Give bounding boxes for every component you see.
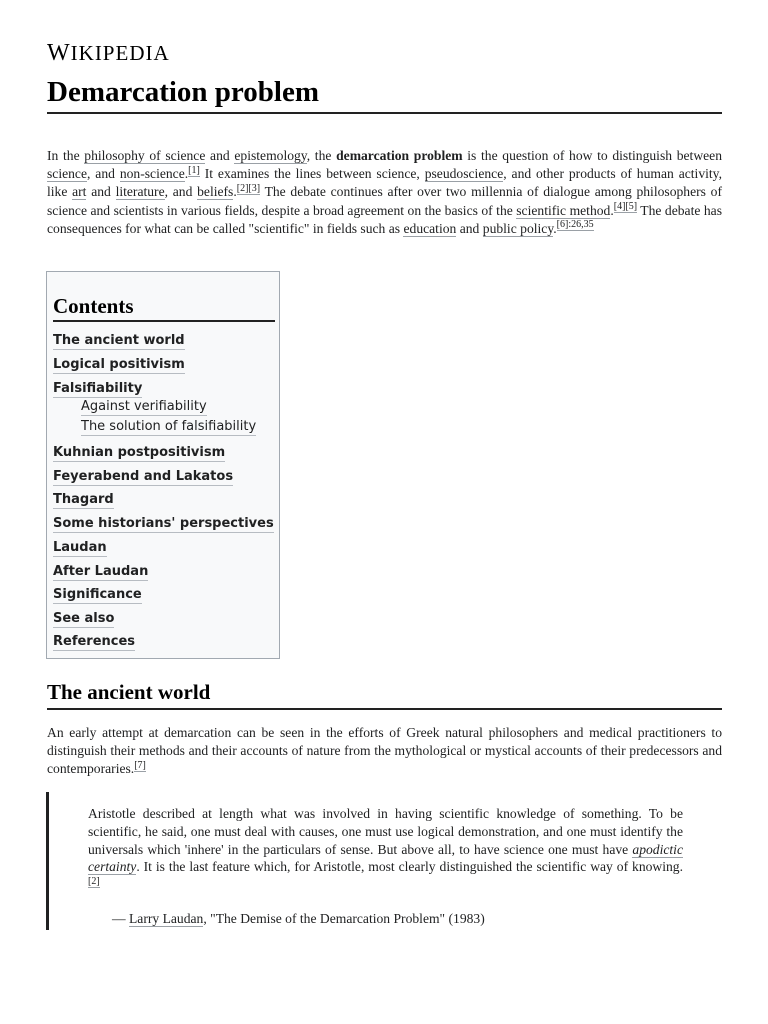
toc-title: Contents xyxy=(53,294,275,322)
toc-item-references[interactable]: References xyxy=(53,634,136,649)
toc-item-feyerabend-lakatos[interactable]: Feyerabend and Lakatos xyxy=(53,469,234,484)
toc-subitem-against-verifiability[interactable]: Against verifiability xyxy=(81,399,207,414)
link-science[interactable]: science xyxy=(47,166,87,182)
table-of-contents xyxy=(46,271,280,659)
toc-item-ancient-world[interactable]: The ancient world xyxy=(53,333,185,348)
toc-item-significance[interactable]: Significance xyxy=(53,587,142,602)
wikipedia-wordmark[interactable]: WIKIPEDIA xyxy=(47,40,170,66)
link-apodictic-certainty[interactable]: apodictic certainty xyxy=(88,841,683,875)
toc-item-thagard[interactable]: Thagard xyxy=(53,492,114,507)
link-scientific-method[interactable]: scientific method xyxy=(516,202,611,218)
toc-item-logical-positivism[interactable]: Logical positivism xyxy=(53,357,185,372)
link-pseudoscience[interactable]: pseudoscience xyxy=(424,166,504,182)
link-beliefs[interactable]: beliefs xyxy=(197,184,234,200)
citation-4-5[interactable]: [4][5] xyxy=(613,201,638,213)
ancient-world-paragraph: An early attempt at demarcation can be seen in the efforts of Greek natural philosophers and medical practitioners to distinguish their methods and their accounts of nature from the mythological or mystical accounts of their predecessors and contemporaries.[7] xyxy=(47,725,722,777)
toc-item-falsifiability[interactable]: Falsifiability xyxy=(53,381,143,396)
link-literature[interactable]: literature xyxy=(115,184,165,200)
link-epistemology[interactable]: epistemology xyxy=(234,148,307,163)
toc-item-see-also[interactable]: See also xyxy=(53,611,115,626)
citation-2-quote[interactable]: [2] xyxy=(88,875,100,887)
page-title: Demarcation problem xyxy=(47,76,722,114)
link-larry-laudan[interactable]: Larry Laudan xyxy=(129,911,204,926)
toc-item-after-laudan[interactable]: After Laudan xyxy=(53,564,149,579)
citation-1[interactable]: [1] xyxy=(188,164,200,176)
section-heading-ancient-world: The ancient world xyxy=(47,680,722,710)
toc-item-kuhnian-postpositivism[interactable]: Kuhnian postpositivism xyxy=(53,445,226,460)
blockquote-attribution: — Larry Laudan, "The Demise of the Demarcation Problem" (1983) xyxy=(112,911,485,926)
lead-paragraph: In the philosophy of science and epistemology, the demarcation problem is the question of how to distinguish between science, and non-science.[1] It examines the lines between science, pseudoscience, and other products of human activity, like art and literature, and beliefs.[2][3] The debate continues after over two millennia of dialogue among philosophers of science and scientists in various fields, despite a broad agreement on the basics of the scientific method.[4][5] The debate has consequences for what can be called "scientific" in fields such as education and public policy.$^{[6]:26,35}$ xyxy=(47,148,722,236)
bold-term: demarcation problem xyxy=(336,148,463,163)
link-non-science[interactable]: non-science xyxy=(119,166,185,182)
toc-item-historians-perspectives[interactable]: Some historians' perspectives xyxy=(53,516,274,531)
citation-6[interactable]: [6]:26,35 xyxy=(556,219,594,231)
toc-item-laudan[interactable]: Laudan xyxy=(53,540,107,555)
link-education[interactable]: education xyxy=(403,220,457,236)
link-public-policy[interactable]: public policy xyxy=(482,220,554,236)
citation-7[interactable]: [7] xyxy=(134,759,146,771)
toc-subitem-solution-of-falsifiability[interactable]: The solution of falsifiability xyxy=(81,419,257,434)
blockquote-text: Aristotle described at length what was involved in having scientific knowledge of something. To be scientific, he said, one must deal with causes, one must use logical demonstration, and one must identify the universals which 'inhere' in the particulars of sense. But above all, to have science one must have apodictic certainty. It is the last feature which, for Aristotle, most clearly distinguished the scientific way of knowing.[2] xyxy=(88,806,683,887)
blockquote-bar xyxy=(46,792,49,930)
link-philosophy-of-science[interactable]: philosophy of science xyxy=(84,148,206,163)
citation-2-3[interactable]: [2][3] xyxy=(236,182,261,194)
link-art[interactable]: art xyxy=(72,184,87,200)
